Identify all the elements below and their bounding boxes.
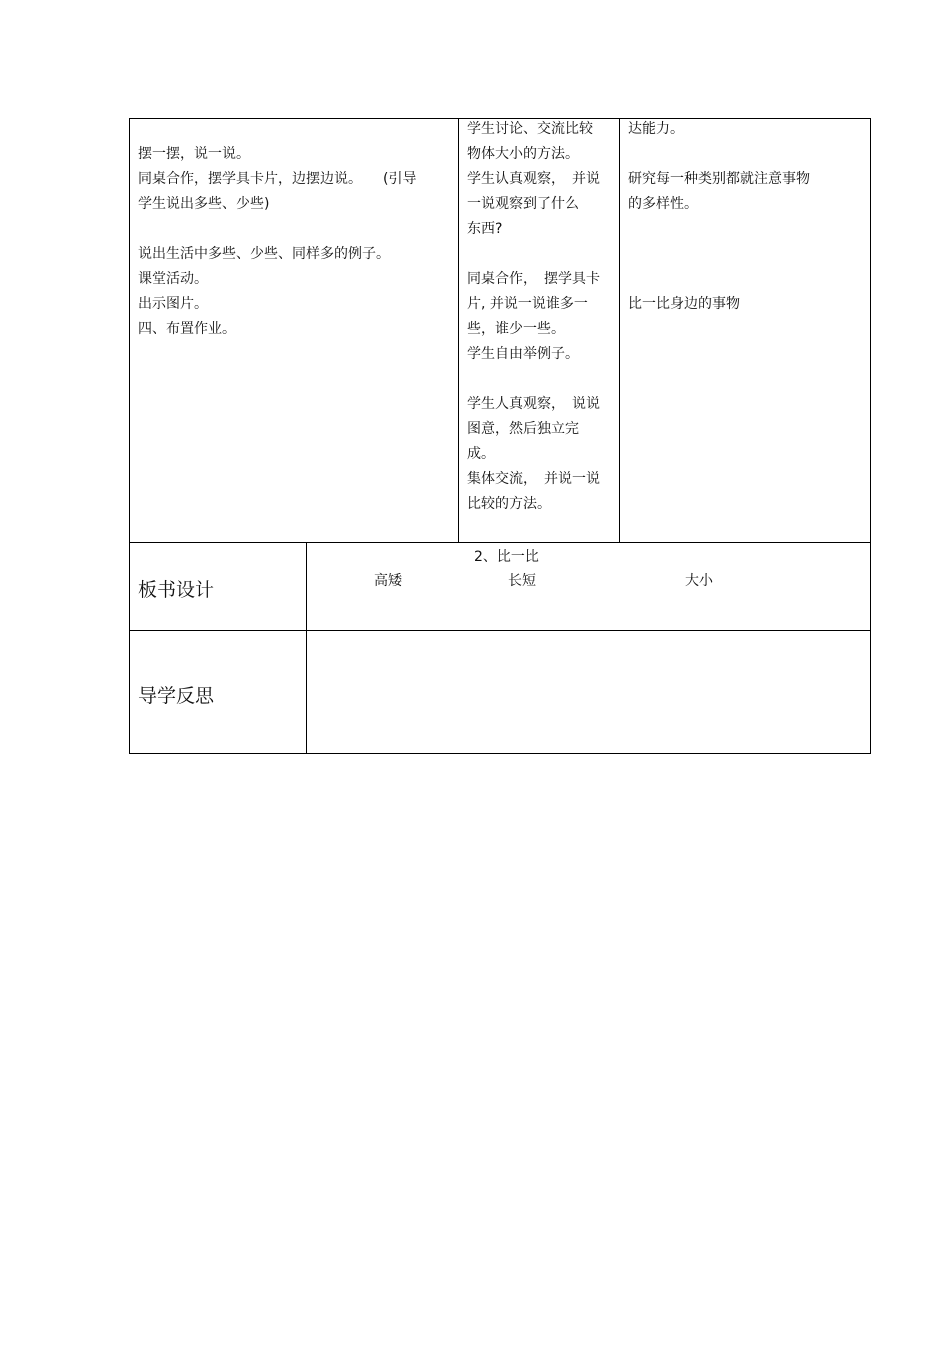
col2-line: 片, 并说一说谁多一 (467, 296, 588, 312)
col1-line: 摆一摆，说一说。 (138, 146, 250, 162)
board-item-length: 长短 (508, 573, 536, 589)
col2-line: 学生自由举例子。 (467, 346, 579, 362)
col2-line: 学生认真观察， 并说 (467, 171, 600, 187)
col2-line: 一说观察到了什么 (467, 196, 579, 212)
divider-col3-left (619, 118, 620, 543)
col2-line: 比较的方法。 (467, 496, 551, 512)
table-border-left (129, 118, 130, 754)
col2-line: 同桌合作， 摆学具卡 (467, 271, 600, 287)
col3-line: 比一比身边的事物 (628, 296, 740, 312)
board-item-height: 高矮 (374, 573, 402, 589)
col1-line: 同桌合作，摆学具卡片，边摆边说。 (引导 (138, 171, 417, 187)
board-design-label: 板书设计 (138, 579, 215, 601)
divider-col2-left (458, 118, 459, 543)
table-border-bottom (129, 753, 871, 754)
col1-line: 说出生活中多些、少些、同样多的例子。 (138, 246, 390, 262)
col2-line: 学生人真观察， 说说 (467, 396, 600, 412)
divider-row-reflection (129, 630, 871, 631)
board-title: 2、比一比 (474, 549, 539, 565)
col1-line: 出示图片。 (138, 296, 208, 312)
col3-line: 达能力。 (628, 121, 684, 137)
col3-line: 的多样性。 (628, 196, 698, 212)
col2-line: 图意，然后独立完 (467, 421, 579, 437)
col3-line: 研究每一种类别都就注意事物 (628, 171, 810, 187)
col2-line: 物体大小的方法。 (467, 146, 579, 162)
col2-line: 些，谁少一些。 (467, 321, 565, 337)
col1-line: 学生说出多些、少些) (138, 196, 270, 212)
col2-line: 成。 (467, 446, 495, 462)
col2-line: 集体交流， 并说一说 (467, 471, 600, 487)
reflection-label: 导学反思 (138, 685, 215, 707)
col1-line: 四、布置作业。 (138, 321, 236, 337)
board-item-size: 大小 (685, 573, 713, 589)
divider-label-column (306, 542, 307, 754)
col2-line: 学生讨论、交流比较 (467, 121, 593, 137)
col2-line: 东西? (467, 221, 503, 237)
col1-line: 课堂活动。 (138, 271, 208, 287)
divider-row-board (129, 542, 871, 543)
table-border-right (870, 118, 871, 754)
